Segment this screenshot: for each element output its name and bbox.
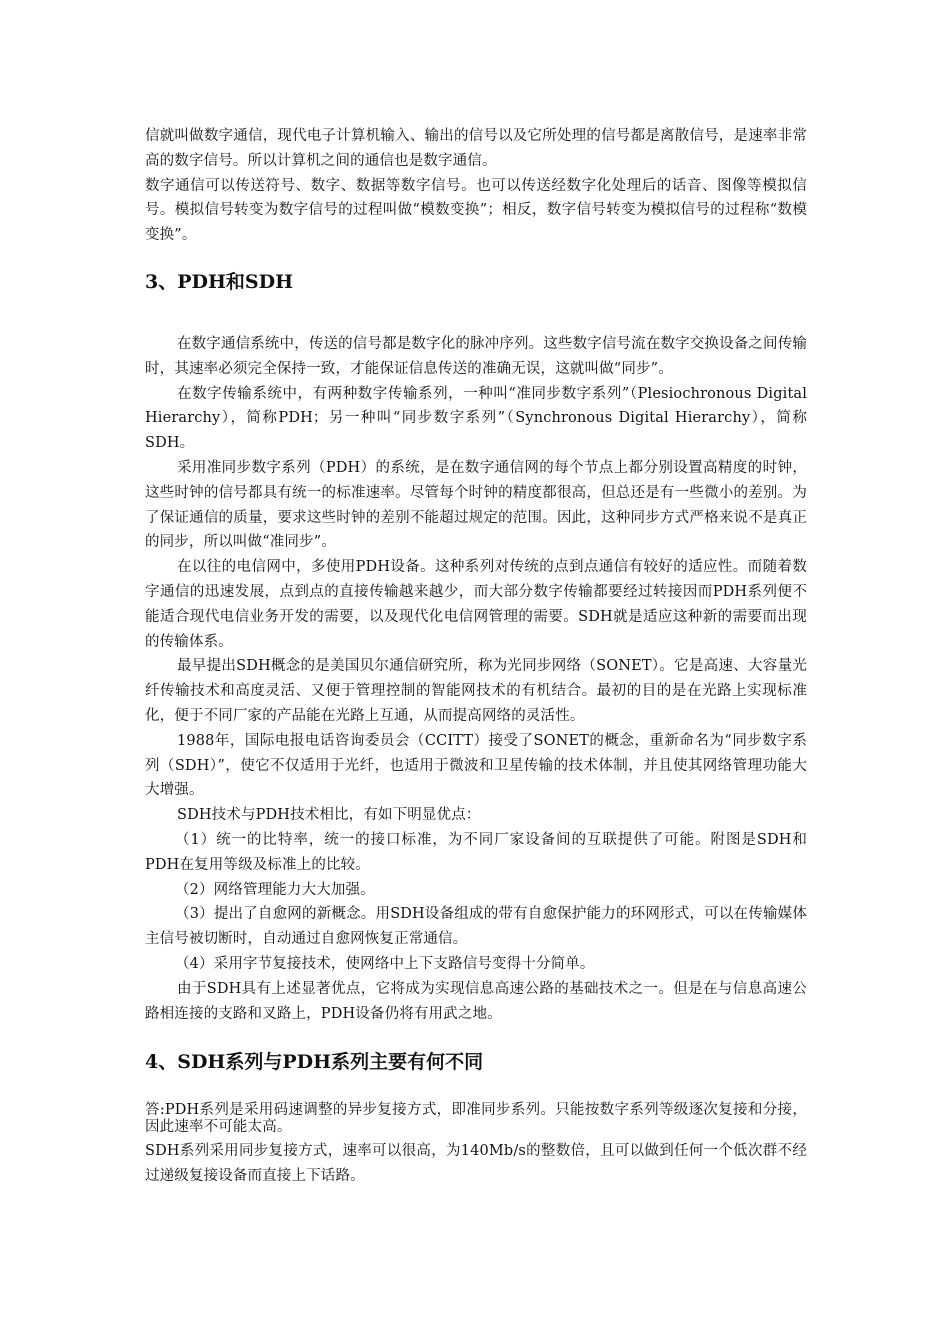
section-3-paragraph-4: 在以往的电信网中，多使用PDH设备。这种系列对传统的点到点通信有较好的适应性。而随着数字通信的迅速发展，点到点的直接传输越来越少，而大部分数字传输都要经过转接因而PDH系列便不能适合现代电信业务开发的需要，以及现代化电信网管理的需要。SDH就是适应这种新的需要而出现的传输体系。 [145,559,807,650]
advantage-2: （2）网络管理能力大大加强。 [175,881,375,898]
section-3-paragraph-1: 在数字通信系统中，传送的信号都是数字化的脉冲序列。这些数字信号流在数字交换设备之间传输时，其速率必须完全保持一致，才能保证信息传送的准确无误，这就叫做“同步”。 [145,335,807,377]
section-3-heading: 3、PDH和SDH [145,270,294,293]
section-3-conclusion: 由于SDH具有上述显著优点，它将成为实现信息高速公路的基础技术之一。但是在与信息高速公路相连接的支路和叉路上，PDH设备仍将有用武之地。 [145,980,807,1022]
section-4-heading: 4、SDH系列与PDH系列主要有何不同 [145,1051,484,1074]
section-3-paragraph-6: 1988年，国际电报电话咨询委员会（CCITT）接受了SONET的概念，重新命名为“同步数字系列（SDH）”，使它不仅适用于光纤，也适用于微波和卫星传输的技术体制，并且使其网络管理功能大大增强。 [145,732,807,799]
intro-paragraph-2: 数字通信可以传送符号、数字、数据等数字信号。也可以传送经数字化处理后的话音、图像等模拟信号。模拟信号转变为数字信号的过程叫做“模数变换”；相反，数字信号转变为模拟信号的过程称“数模变换”。 [145,177,807,244]
section-3-paragraph-3: 采用准同步数字系列（PDH）的系统，是在数字通信网的每个节点上都分别设置高精度的时钟，这些时钟的信号都具有统一的标准速率。尽管每个时钟的精度都很高，但总还是有一些微小的差别。为了保证通信的质量，要求这些时钟的差别不能超过规定的范围。因此，这种同步方式严格来说不是真正的同步，所以叫做“准同步”。 [145,459,807,551]
answer-pdh: 答:PDH系列是采用码速调整的异步复接方式，即准同步系列。只能按数字系列等级逐次复接和分接，因此速率不可能太高。 [145,1102,807,1136]
advantage-1: （1）统一的比特率，统一的接口标准，为不同厂家设备间的互联提供了可能。附图是SDH和PDH在复用等级及标准上的比较。 [145,831,807,873]
advantage-3: （3）提出了自愈网的新概念。用SDH设备组成的带有自愈保护能力的环网形式，可以在传输媒体主信号被切断时，自动通过自愈网恢复正常通信。 [145,906,807,948]
intro-paragraph-1: 信就叫做数字通信，现代电子计算机输入、输出的信号以及它所处理的信号都是离散信号，是速率非常高的数字信号。所以计算机之间的通信也是数字通信。 [145,128,807,169]
section-3-paragraph-2: 在数字传输系统中，有两种数字传输系列，一种叫“准同步数字系列”（Plesiochronous Digital Hierarchy），简称PDH；另一种叫“同步数字系列”（Synchronous Digital Hierarchy），简称SDH。 [145,385,807,452]
section-4-answer [145,1102,807,1189]
answer-sdh: SDH系列采用同步复接方式，速率可以很高，为140Mb/s的整数倍，且可以做到任何一个低次群不经过递级复接设备而直接上下话路。 [145,1143,807,1185]
advantage-4: （4）采用字节复接技术，使网络中上下支路信号变得十分简单。 [175,955,595,972]
document-page [145,124,807,1189]
section-3-paragraph-7: SDH技术与PDH技术相比，有如下明显优点： [177,807,481,824]
section-3-paragraph-5: 最早提出SDH概念的是美国贝尔通信研究所，称为光同步网络（SONET）。它是高速、大容量光纤传输技术和高度灵活、又便于管理控制的智能网技术的有机结合。最初的目的是在光路上实现标准化，便于不同厂家的产品能在光路上互通，从而提高网络的灵活性。 [145,658,807,724]
